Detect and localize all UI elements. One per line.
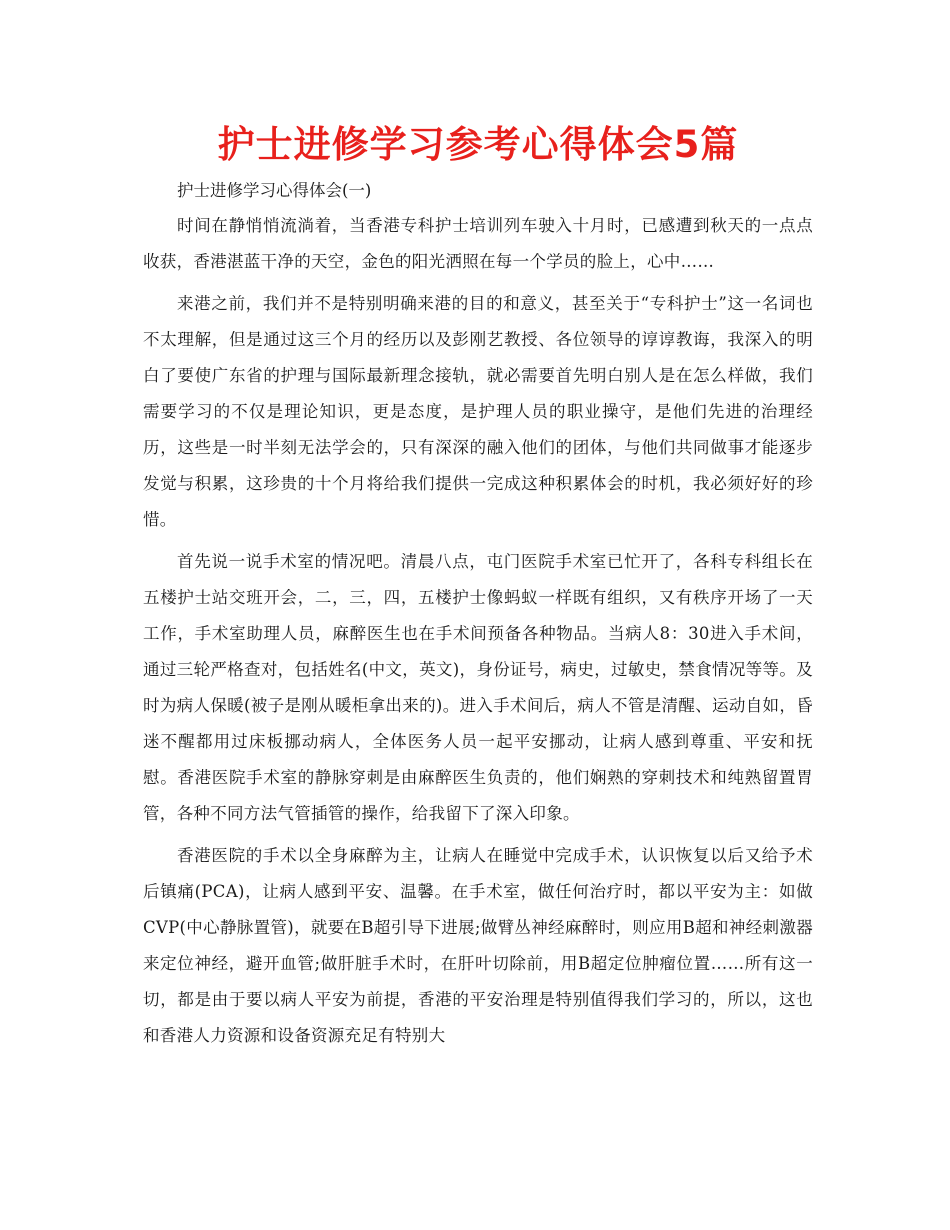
- paragraph-2: 来港之前，我们并不是特别明确来港的目的和意义，甚至关于“专科护士”这一名词也不太理解，但是通过这三个月的经历以及彭刚艺教授、各位领导的谆谆教诲，我深入的明白了要使广东省的护理与国际最新理念接轨，就必需要首先明白别人是在怎么样做，我们需要学习的不仅是理论知识，更是态度，是护理人员的职业操守，是他们先进的治理经历，这些是一时半刻无法学会的，只有深深的融入他们的团体，与他们共同做事才能逐步发觉与积累，这珍贵的十个月将给我们提供一完成这种积累体会的时机，我必须好好的珍惜。: [143, 294, 813, 529]
- paragraph-1: 时间在静悄悄流淌着，当香港专科护士培训列车驶入十月时，已感遭到秋天的一点点收获，香港湛蓝干净的天空，金色的阳光洒照在每一个学员的脸上，心中……: [143, 216, 813, 271]
- document-page: [143, 0, 813, 1054]
- document-title: 护士进修学习参考心得体会5篇: [217, 123, 739, 166]
- paragraph-4: 香港医院的手术以全身麻醉为主，让病人在睡觉中完成手术，认识恢复以后又给予术后镇痛(PCA)，让病人感到平安、温馨。在手术室，做任何治疗时，都以平安为主：如做CVP(中心静脉置管)，就要在B超引导下进展;做臂丛神经麻醉时，则应用B超和神经刺激器来定位神经，避开血管;做肝脏手术时，在肝叶切除前，用B超定位肿瘤位置……所有这一切，都是由于要以病人平安为前提，香港的平安治理是特别值得我们学习的，所以，这也和香港人力资源和设备资源充足有特别大: [143, 846, 813, 1045]
- paragraph-3: 首先说一说手术室的情况吧。清晨八点，屯门医院手术室已忙开了，各科专科组长在五楼护士站交班开会，二，三，四，五楼护士像蚂蚁一样既有组织，又有秩序开场了一天工作，手术室助理人员，麻醉医生也在手术间预备各种物品。当病人8：30进入手术间，通过三轮严格查对，包括姓名(中文，英文)，身份证号，病史，过敏史，禁食情况等等。及时为病人保暖(被子是刚从暖柜拿出来的)。进入手术间后，病人不管是清醒、运动自如，昏迷不醒都用过床板挪动病人，全体医务人员一起平安挪动，让病人感到尊重、平安和抚慰。香港医院手术室的静脉穿刺是由麻醉医生负责的，他们娴熟的穿刺技术和纯熟留置胃管，各种不同方法气管插管的操作，给我留下了深入印象。: [143, 552, 813, 823]
- section-heading: 护士进修学习心得体会(一): [177, 181, 372, 200]
